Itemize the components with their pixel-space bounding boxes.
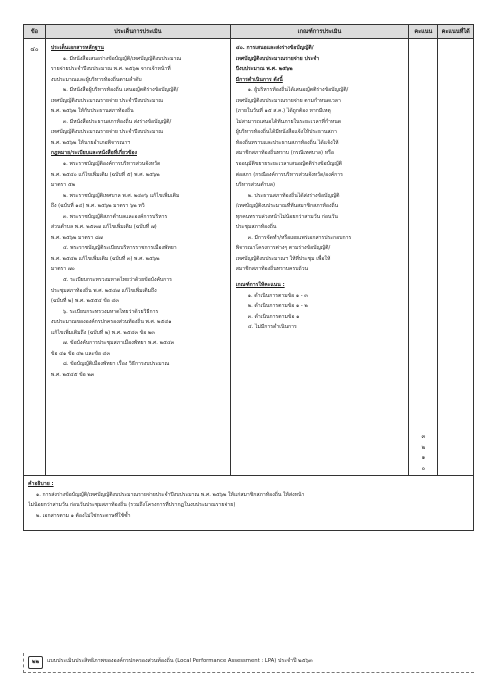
notes-line: ๑. การส่งร่างข้อบัญญัติ/เทศบัญญัติงบประมาณรายจ่ายประจำปีงบประมาณ พ.ศ. ๒๕๖๒ ให้แก่สมาชิกสภาท้องถิ่น ให้ส่งหน้า xyxy=(36,491,305,498)
criteria-line: สมาชิกสภาท้องถิ่นทราบครบถ้วน xyxy=(235,266,309,273)
issue-line: พ.ศ. ๒๕๖๒ ให้นายอำเภอพิจารณาฯ xyxy=(50,139,131,146)
table-header-row xyxy=(24,25,474,39)
criteria-line: ๔. ไม่มีการดำเนินการ xyxy=(247,324,297,331)
criteria-line: ๒. ดำเนินการตามข้อ ๑ - ๒ xyxy=(247,303,308,310)
issue-line: เทศบัญญัติงบประมาณรายจ่าย ประจำปีงบประมาณ xyxy=(50,129,164,136)
criteria-line: (ภายในวันที่ ๑๕ ส.ค.) ได้ถูกต้อง หากมีเหตุ xyxy=(235,108,331,115)
notes-line: ๒. เอกสารตาม ๑ ต้องไม่ใช่กระดาษที่ใช้ซ้ำ xyxy=(36,512,131,519)
criteria-line: พิจารณาโครงการต่างๆ ตามร่างข้อบัญญัติ/ xyxy=(235,245,331,252)
issue-line: พ.ศ. ๒๕๔๒ แก้ไขเพิ่มเติม (ฉบับที่ ๓) พ.ศ. ๒๕๖๒ xyxy=(50,255,160,262)
criteria-line: ๑. ผู้บริหารท้องถิ่นได้เสนอญัตติร่างข้อบัญญัติ/ xyxy=(247,87,349,94)
criteria-line: เทศบัญญัติงบประมาณรายจ่าย ประจำ xyxy=(235,55,320,62)
footer-divider xyxy=(23,653,24,673)
header-score-obtained: คะแนนที่ได้ xyxy=(438,25,474,39)
criteria-line: เทศบัญญัติงบประมาณฯ ให้ที่ประชุม เพื่อให้ xyxy=(235,255,331,262)
score-obtained-cell[interactable] xyxy=(438,39,474,476)
criteria-line: มีการดำเนินการ ดังนี้ xyxy=(235,76,283,83)
criteria-line: ปีงบประมาณ พ.ศ. ๒๕๖๒ xyxy=(235,66,293,73)
issue-line: ข้อ ๔๑ ข้อ ๔๒ และข้อ ๔๓ xyxy=(50,350,110,357)
issue-line: พ.ศ. ๒๕๔๕ ข้อ ๒๓ xyxy=(50,371,95,378)
score-value: ๓ xyxy=(421,434,426,440)
score-cell xyxy=(409,39,438,476)
issue-line: ๗. ข้อบังคับการประชุมสภาเมืองพัทยา พ.ศ. ๒๕๔๓ xyxy=(62,340,175,347)
notes-lines xyxy=(28,490,469,522)
header-criteria: เกณฑ์การประเมิน xyxy=(230,25,409,39)
header-issue: ประเด็นการประเมิน xyxy=(45,25,230,39)
issue-line: ๒. พระราชบัญญัติเทศบาล พ.ศ. ๒๔๙๖ แก้ไขเพิ่มเติม xyxy=(62,192,180,199)
table-row xyxy=(24,39,474,476)
criteria-cell xyxy=(230,39,409,476)
issue-line: ๔. พระราชบัญญัติระเบียบบริหารราชการเมืองพัทยา xyxy=(62,245,177,252)
notes-line: ไม่น้อยกว่าสามวัน ก่อนวันประชุมสภาท้องถิ่น (รวมถึงโครงการที่ปรากฏในงบประมาณรายจ่าย) xyxy=(28,502,236,508)
criteria-line: เทศบัญญัติงบประมาณรายจ่าย ตามกำหนดเวลา xyxy=(235,97,341,104)
criteria-line: ประชุมสภาท้องถิ่น xyxy=(235,224,277,231)
criteria-line: สมาชิกสภาท้องถิ่นทราบ (กรณีเทศบาล) หรือ xyxy=(235,150,334,157)
header-item-no: ข้อ xyxy=(24,25,46,39)
score-list xyxy=(410,432,436,474)
score-value: ๐ xyxy=(421,465,426,472)
issue-cell xyxy=(45,39,230,476)
issue-line: ๘. ข้อบัญญัติเมืองพัทยา เรื่อง วิธีการงบประมาณ xyxy=(62,361,170,368)
issue-line: พ.ศ. ๒๕๖๒ มาตรา ๘๗ xyxy=(50,234,103,241)
score-value: ๑ xyxy=(421,455,426,462)
criteria-line: ทุกคนทราบล่วงหน้าไม่น้อยกว่าสามวัน ก่อนวัน xyxy=(235,213,338,220)
issue-line: มาตรา ๕๒ xyxy=(50,182,76,189)
issue-line: พ.ศ. ๒๕๔๐ แก้ไขเพิ่มเติม (ฉบับที่ ๕) พ.ศ. ๒๕๖๒ xyxy=(50,171,160,178)
issue-line: รายจ่ายประจำปีงบประมาณ พ.ศ. ๒๕๖๒ จากเจ้าหน้าที่ xyxy=(50,66,171,73)
issue-line: กฎหมาย/ระเบียบและหนังสือที่เกี่ยวข้อง xyxy=(50,150,137,157)
criteria-line: บริหารส่วนตำบล) xyxy=(235,182,275,189)
issue-line: งบประมาณขององค์กรปกครองส่วนท้องถิ่น พ.ศ. ๒๕๔๑ xyxy=(50,319,172,326)
footer-divider-line xyxy=(23,672,474,673)
issue-line: ประเด็นเอกสารหลักฐาน xyxy=(50,45,104,51)
criteria-line: ต่อสภา (กรณีองค์การบริหารส่วนจังหวัด/องค์การ xyxy=(235,171,343,178)
page-number: ๒๒ xyxy=(28,656,43,669)
criteria-line: ท้องถิ่นทราบและประธานสภาท้องถิ่น ได้แจ้งให้ xyxy=(235,139,339,146)
issue-line: แก้ไขเพิ่มเติมถึง (ฉบับที่ ๒) พ.ศ. ๒๕๔๓ ข้อ ๒๓ xyxy=(50,329,155,336)
criteria-line: รออนุมัติขยายระยะเวลาเสนอญัตติร่างข้อบัญญัติ xyxy=(235,161,342,168)
issue-line: (ฉบับที่ ๒) พ.ศ. ๒๕๕๔ ข้อ ๔๓ xyxy=(50,298,119,305)
item-number: ๔๐ xyxy=(24,39,46,476)
notes-title: คำอธิบาย : xyxy=(28,481,54,487)
criteria-line: ๔๐. การเสนอและส่งร่างข้อบัญญัติ/ xyxy=(235,45,314,51)
issue-line: มาตรา ๗๐ xyxy=(50,266,75,273)
criteria-line: ผู้บริหารท้องถิ่นได้มีหนังสือแจ้งให้ประธานสภา xyxy=(235,129,337,136)
issue-line: ส่วนตำบล พ.ศ. ๒๕๓๗ แก้ไขเพิ่มเติม (ฉบับที่ ๗) xyxy=(50,224,157,231)
issue-line: ๑. มีหนังสือเสนอร่างข้อบัญญัติ/เทศบัญญัติงบประมาณ xyxy=(62,55,182,62)
issue-line: พ.ศ. ๒๕๖๒ ให้กับประธานสภาท้องถิ่น xyxy=(50,108,134,115)
issue-line: ๑. พระราชบัญญัติองค์การบริหารส่วนจังหวัด xyxy=(62,161,161,168)
criteria-line: ๑. ดำเนินการตามข้อ ๑ - ๓ xyxy=(247,292,308,299)
assessment-table xyxy=(23,24,474,476)
page-footer xyxy=(23,653,474,673)
footer-text: แบบประเมินประสิทธิภาพขององค์กรปกครองส่วนท้องถิ่น (Local Performance Assessment : LPA) ประจำปี ๒๕๖๓ xyxy=(47,658,313,664)
criteria-line: ๒. ประธานสภาท้องถิ่นได้ส่งร่างข้อบัญญัติ xyxy=(247,192,340,199)
issue-line: ๕. ระเบียบกระทรวงมหาดไทยว่าด้วยข้อบังคับการ xyxy=(62,277,172,284)
issue-line: ๓. พระราชบัญญัติสภาตำบลและองค์การบริหาร xyxy=(62,213,168,220)
criteria-line: /เทศบัญญัติงบประมาณที่ทันสมาชิกสภาท้องถิ่น xyxy=(235,203,339,210)
criteria-line: ไม่สามารถเสนอได้ทันภายในระยะเวลาที่กำหนด xyxy=(235,118,342,125)
issue-line: ๖. ระเบียบกระทรวงมหาดไทยว่าด้วยวิธีการ xyxy=(62,308,159,315)
issue-line: ประชุมสภาท้องถิ่น พ.ศ. ๒๕๔๗ แก้ไขเพิ่มเติมถึง xyxy=(50,287,157,294)
issue-line: งบประมาณและผู้บริหารท้องถิ่นตามลำดับ xyxy=(50,76,142,83)
issue-line: ๒. มีหนังสือผู้บริหารท้องถิ่น เสนอญัตติร่างข้อบัญญัติ/ xyxy=(62,87,179,94)
notes-box xyxy=(23,476,474,531)
criteria-line: เกณฑ์การให้คะแนน : xyxy=(235,282,285,289)
issue-line: เทศบัญญัติงบประมาณรายจ่าย ประจำปีงบประมาณ xyxy=(50,97,164,104)
score-value: ๒ xyxy=(421,444,426,451)
header-score: คะแนน xyxy=(409,25,438,39)
issue-line: ถึง (ฉบับที่ ๑๔) พ.ศ. ๒๕๖๒ มาตรา ๖๒ ทวิ xyxy=(50,203,145,210)
criteria-line: ๓. มีการจัดทำ/หรือเผยแพร่เอกสารประกอบการ xyxy=(247,234,352,241)
criteria-line: ๓. ดำเนินการตามข้อ ๑ xyxy=(247,313,300,320)
issue-line: ๓. มีหนังสือประธานสภาท้องถิ่น ส่งร่างข้อบัญญัติ/ xyxy=(62,118,172,125)
